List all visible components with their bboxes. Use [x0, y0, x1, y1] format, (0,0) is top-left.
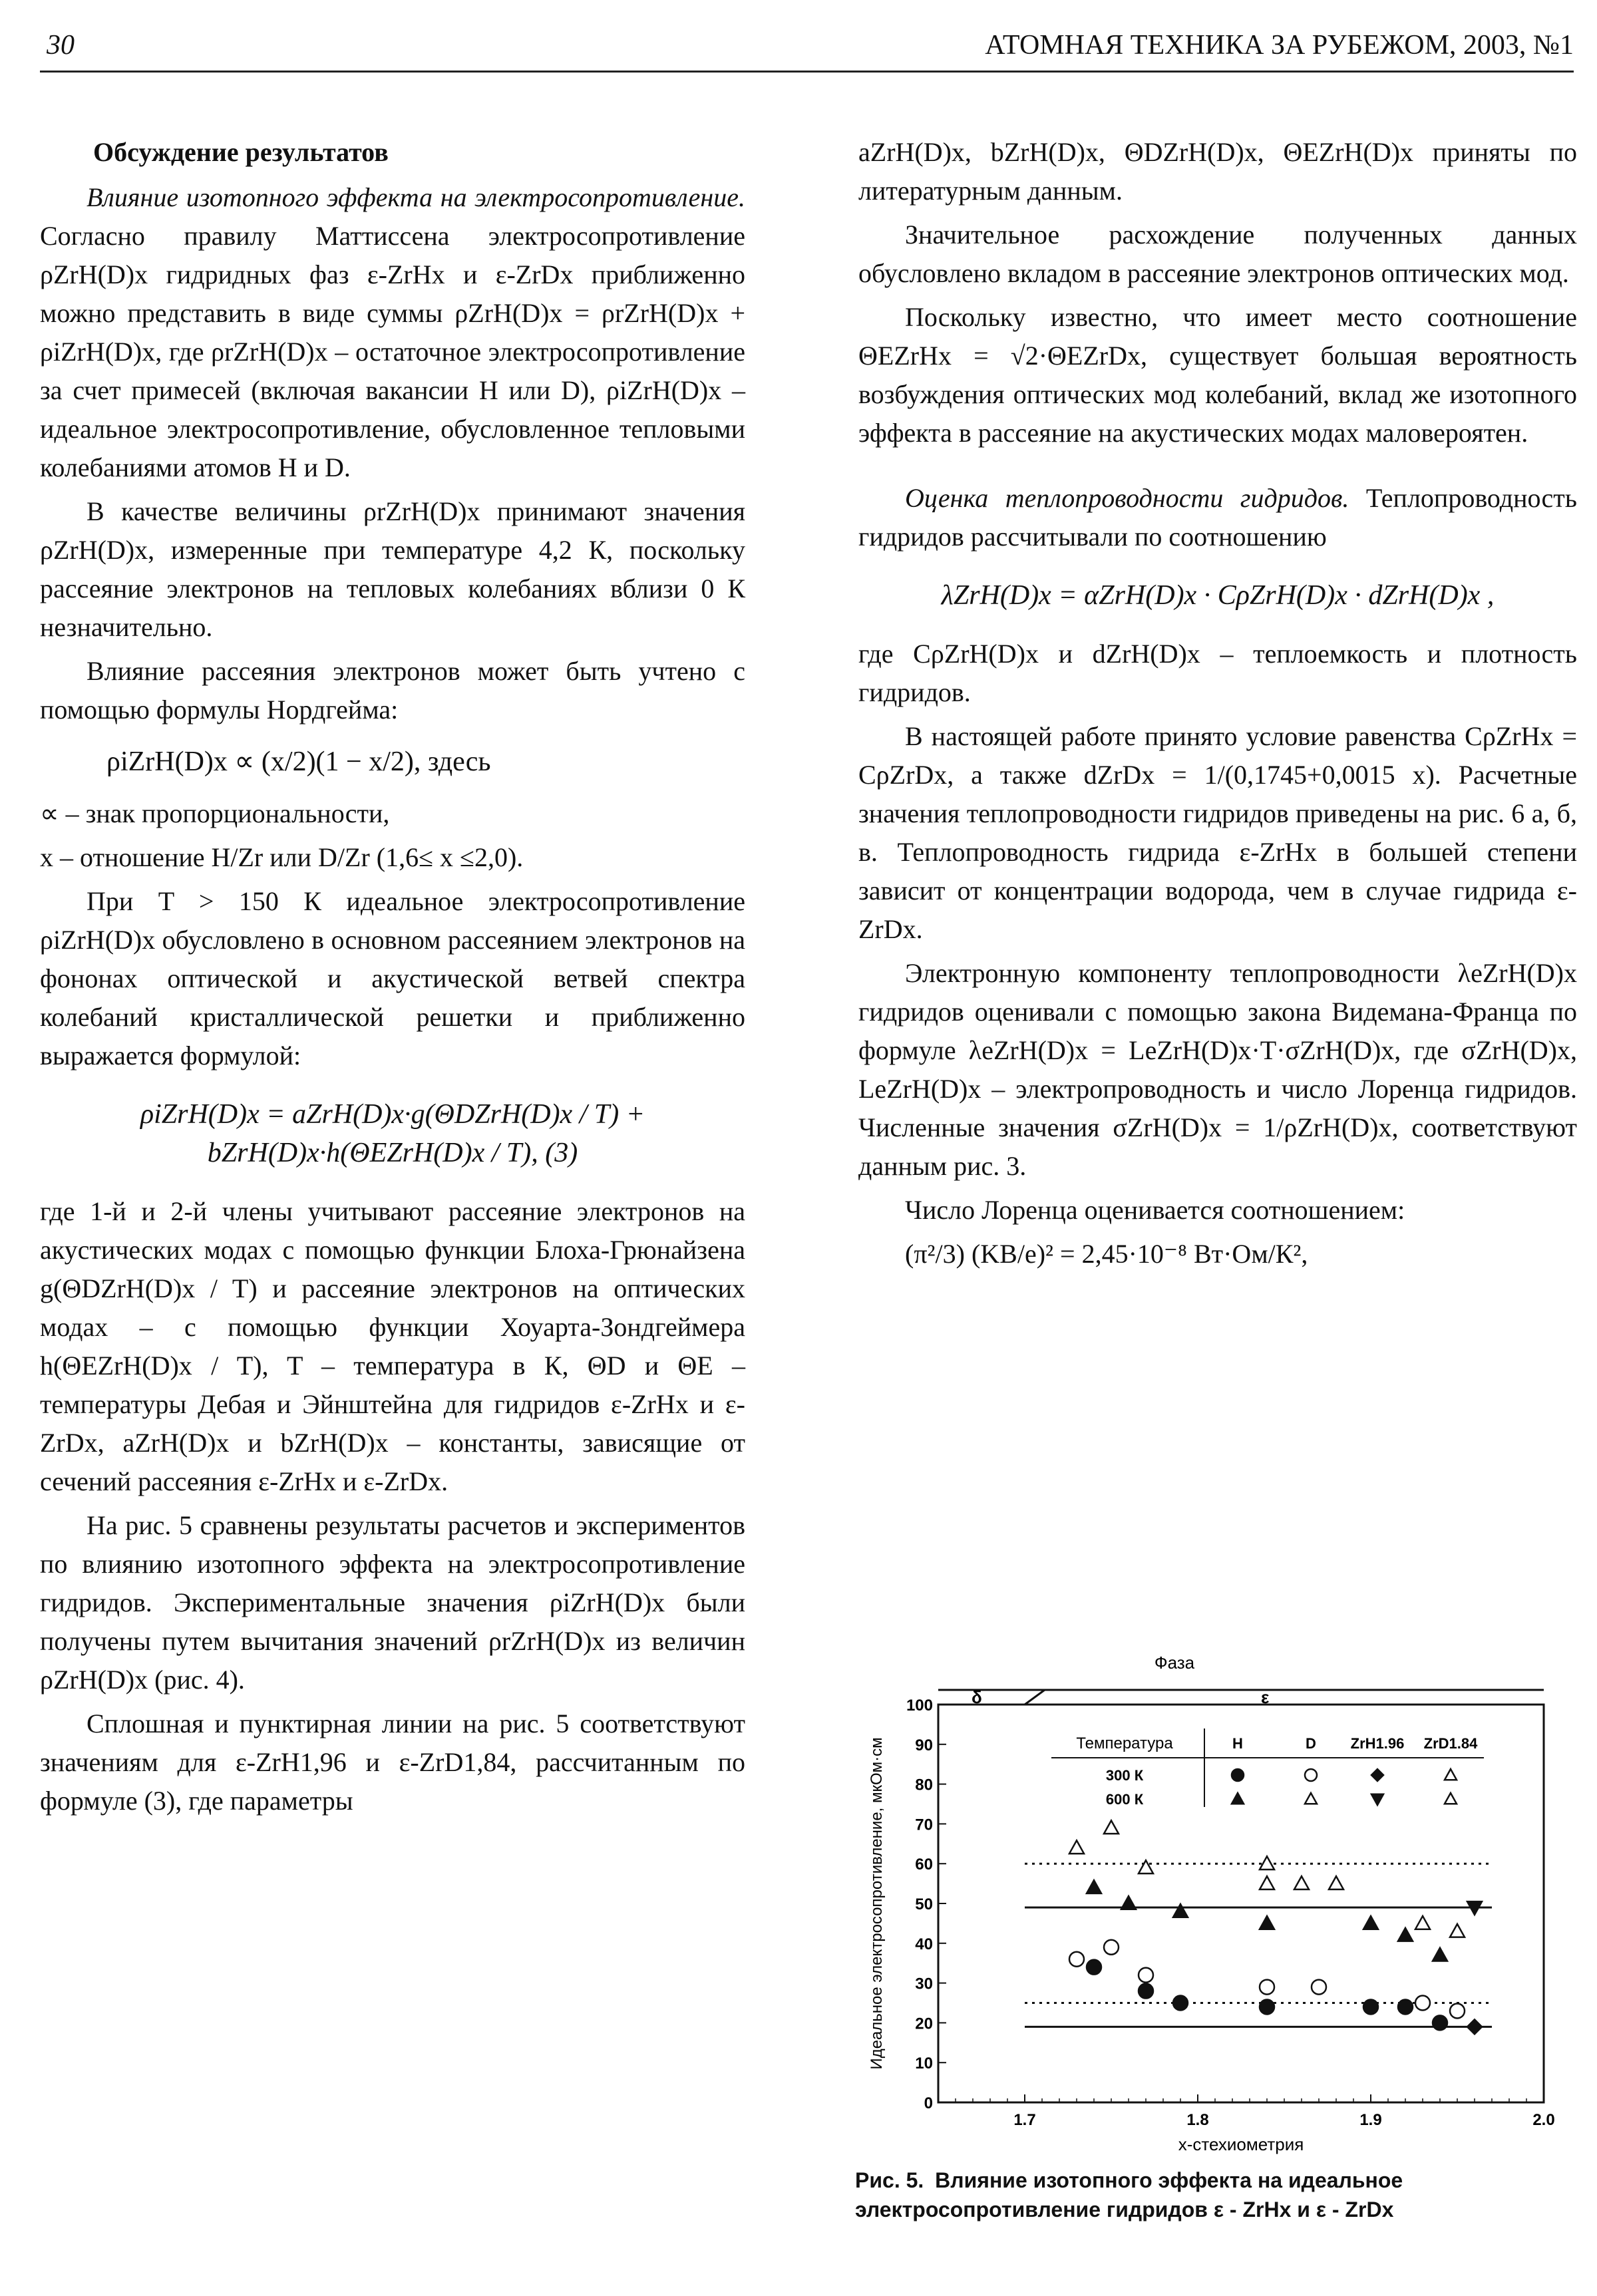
legend-column: ZrH1.96	[1350, 1735, 1405, 1752]
paragraph-text: Согласно правилу Маттиссена электросопротивление ρZrH(D)x гидридных фаз ε-ZrHx и ε-ZrDx приближенно можно представить в виде суммы ρZrH(D)x = ρrZrH(D)x + ρiZrH(D)x, где ρrZrH(D)x – остаточное электросопротивление за счет примесей (включая вакансии H или D), ρiZrH(D)x – идеальное электросопротивление, обусловленное тепловыми колебаниями атомов H и D.	[40, 221, 745, 482]
caption-label: Рис. 5.	[855, 2168, 924, 2192]
phase-label-epsilon: ε	[1261, 1687, 1270, 1707]
paragraph: Электронную компоненту теплопроводности λeZrH(D)x гидридов оценивали с помощью закона Видемана-Франца по формуле λeZrH(D)x = LeZrH(D)x·T·σZrH(D)x, где σZrH(D)x, LeZrH(D)x – электропроводность и число Лоренца гидридов. Численные значения σZrH(D)x = 1/ρZrH(D)x, соответствуют данным рис. 3.	[858, 958, 1577, 1181]
data-point-filled-triangle	[1173, 1904, 1188, 1917]
page-header	[40, 27, 1574, 73]
data-point-open-circle	[1415, 1996, 1430, 2011]
data-point-filled-circle	[1087, 1960, 1101, 1975]
section-heading: Обсуждение результатов	[93, 137, 389, 167]
legend-column: ZrD1.84	[1423, 1735, 1478, 1752]
phase-divider	[1025, 1690, 1045, 1705]
definition: x – отношение H/Zr или D/Zr (1,6≤ x ≤2,0).	[40, 842, 524, 872]
y-tick-label: 40	[915, 1935, 933, 1953]
formula-3: ρiZrH(D)x = aZrH(D)x·g(ΘDZrH(D)x / T) + bZrH(D)x·h(ΘEZrH(D)x / T), (3)	[140, 1099, 645, 1168]
data-point-filled-circle	[1398, 1999, 1413, 2014]
paragraph: где 1-й и 2-й члены учитывают рассеяние электронов на акустических модах с помощью функции Блоха-Грюнайзена g(ΘDZrH(D)x / T) и рассеяние электронов на оптических модах – с помощью функции Хоуарта-Зондгеймера h(ΘEZrH(D)x / T), T – температура в К, ΘD и ΘE – температуры Дебая и Эйнштейна для гидридов ε-ZrHx и ε-ZrDx, aZrH(D)x и bZrH(D)x – константы, зависящие от сечений рассеяния ε-ZrHx и ε-ZrDx.	[40, 1196, 745, 1496]
data-point-open-circle	[1305, 1769, 1317, 1781]
data-point-open-triangle	[1260, 1856, 1274, 1870]
subsection-title: Оценка теплопроводности гидридов.	[905, 483, 1349, 513]
data-point-open-circle	[1260, 1980, 1274, 1995]
paragraph: В качестве величины ρrZrH(D)x принимают значения ρZrH(D)x, измеренные при температуре 4,2 К, поскольку рассеяние электронов на тепловых колебаниях вблизи 0 К незначительно.	[40, 496, 745, 642]
y-tick-label: 70	[915, 1816, 933, 1834]
data-point-filled-triangle	[1260, 1916, 1274, 1929]
data-point-filled-triangle-down	[1371, 1794, 1383, 1805]
data-point-open-triangle	[1445, 1793, 1457, 1804]
data-point-open-triangle	[1450, 1924, 1465, 1937]
paragraph: aZrH(D)x, bZrH(D)x, ΘDZrH(D)x, ΘEZrH(D)x приняты по литературным данным.	[858, 137, 1577, 206]
paragraph	[858, 479, 1577, 556]
data-point-open-circle	[1139, 1968, 1153, 1983]
formula-lorenz: (π²/3) (KB/e)² = 2,45·10⁻⁸ Вт·Ом/К²,	[905, 1239, 1308, 1269]
definition: ∝ – знак пропорциональности,	[40, 798, 390, 828]
chart-title: Фаза	[1154, 1653, 1195, 1673]
legend-column: D	[1306, 1735, 1316, 1752]
paragraph: Число Лоренца оценивается соотношением:	[905, 1195, 1405, 1225]
paragraph: При T > 150 К идеальное электросопротивление ρiZrH(D)x обусловлено в основном рассеянием электронов на фононах оптической и акустической ветвей спектра колебаний кристаллической решетки и приближенно выражается формулой:	[40, 886, 745, 1070]
data-point-open-circle	[1069, 1952, 1084, 1967]
figure-caption	[855, 2166, 1577, 2224]
data-point-filled-circle	[1433, 2015, 1447, 2030]
plot-frame	[938, 1705, 1544, 2102]
paragraph: На рис. 5 сравнены результаты расчетов и экспериментов по влиянию изотопного эффекта на электросопротивление гидридов. Экспериментальные значения ρiZrH(D)x были получены путем вычитания значений ρrZrH(D)x из величин ρZrH(D)x (рис. 4).	[40, 1510, 745, 1695]
data-point-open-triangle	[1445, 1769, 1457, 1780]
data-point-filled-triangle	[1433, 1948, 1447, 1961]
data-point-open-triangle	[1415, 1916, 1430, 1929]
phase-label-delta: δ	[972, 1687, 982, 1707]
chart-text	[868, 1653, 1555, 2154]
data-point-filled-diamond	[1371, 1769, 1383, 1781]
formula-nordheim: ρiZrH(D)x ∝ (x/2)(1 − x/2), здесь	[106, 746, 491, 777]
data-point-open-triangle	[1260, 1876, 1274, 1889]
y-tick-label: 0	[924, 2094, 933, 2112]
y-tick-label: 30	[915, 1975, 933, 1993]
left-column	[40, 133, 745, 1826]
data-point-filled-triangle	[1121, 1896, 1136, 1909]
data-point-open-triangle	[1139, 1860, 1153, 1874]
caption-text: Влияние изотопного эффекта на идеальное электросопротивление гидридов ε - ZrHx и ε - ZrDx	[855, 2168, 1403, 2221]
paragraph-text: Теплопроводность гидридов рассчитывали по соотношению	[858, 483, 1578, 552]
x-tick-label: 2.0	[1532, 2111, 1555, 2129]
data-point-open-circle	[1450, 2003, 1465, 2018]
chart-legend	[1051, 1728, 1484, 1808]
right-column	[858, 133, 1577, 1279]
x-tick-label: 1.7	[1013, 2111, 1036, 2129]
figure-5	[855, 1643, 1577, 2242]
page-number: 30	[47, 30, 75, 61]
legend-row: 600 К	[1105, 1791, 1144, 1808]
data-point-open-triangle	[1069, 1840, 1084, 1854]
data-point-open-triangle	[1104, 1820, 1119, 1834]
x-axis-label: x-стехиометрия	[1178, 2134, 1304, 2154]
paragraph: где CρZrH(D)x и dZrH(D)x – теплоемкость и плотность гидридов.	[858, 639, 1577, 707]
data-point-open-triangle	[1329, 1876, 1343, 1889]
data-point-filled-triangle	[1087, 1880, 1101, 1893]
data-point-filled-triangle	[1398, 1928, 1413, 1941]
x-tick-label: 1.8	[1186, 2111, 1209, 2129]
legend-row: 300 К	[1105, 1767, 1144, 1784]
data-point-filled-circle	[1260, 1999, 1274, 2014]
data-point-open-triangle	[1305, 1793, 1317, 1804]
paragraph	[40, 178, 745, 487]
data-point-open-triangle	[1294, 1876, 1309, 1889]
y-tick-label: 10	[915, 2054, 933, 2073]
paragraph: Сплошная и пунктирная линии на рис. 5 соответствуют значениям для ε-ZrH1,96 и ε-ZrD1,84, рассчитанным по формуле (3), где параметры	[40, 1709, 745, 1816]
data-point-open-circle	[1312, 1980, 1326, 1995]
y-tick-label: 50	[915, 1895, 933, 1913]
y-tick-label: 90	[915, 1736, 933, 1754]
paragraph: В настоящей работе принято условие равенства CρZrHx = CρZrDx, а также dZrDx = 1/(0,1745+0,0015 x). Расчетные значения теплопроводности гидридов приведены на рис. 6 а, б, в. Теплопроводность гидрида ε-ZrHx в большей степени зависит от концентрации водорода, чем в случае гидрида ε-ZrDx.	[858, 721, 1577, 944]
chart-frame	[938, 1690, 1544, 2102]
legend-column: H	[1232, 1735, 1243, 1752]
y-tick-label: 80	[915, 1776, 933, 1794]
journal-title: АТОМНАЯ ТЕХНИКА ЗА РУБЕЖОМ, 2003, №1	[985, 30, 1574, 61]
x-tick-label: 1.9	[1359, 2111, 1382, 2129]
data-point-filled-triangle	[1363, 1916, 1378, 1929]
y-tick-label: 20	[915, 2015, 933, 2033]
paragraph: Поскольку известно, что имеет место соотношение ΘEZrHx = √2·ΘEZrDx, существует большая вероятность возбуждения оптических мод колебаний, вклад же изотопного эффекта в рассеяние на акустических модах маловероятен.	[858, 302, 1577, 448]
subsection-title: Влияние изотопного эффекта на электросопротивление.	[87, 182, 745, 212]
legend-header: Температура	[1076, 1734, 1173, 1752]
data-point-filled-diamond	[1467, 2019, 1482, 2034]
y-tick-label: 60	[915, 1856, 933, 1874]
data-point-filled-circle	[1139, 1984, 1153, 1999]
y-tick-label: 100	[906, 1697, 933, 1715]
data-point-filled-circle	[1232, 1769, 1244, 1781]
chart	[855, 1643, 1577, 2156]
paragraph: Влияние рассеяния электронов может быть учтено с помощью формулы Нордгейма:	[40, 656, 745, 725]
y-axis-label: Идеальное электросопротивление, мкОм·см	[868, 1737, 886, 2070]
data-point-filled-circle	[1363, 1999, 1378, 2014]
data-point-filled-triangle	[1232, 1793, 1244, 1804]
data-point-open-circle	[1104, 1940, 1119, 1955]
formula-thermal-conductivity: λZrH(D)x = αZrH(D)x · CρZrH(D)x · dZrH(D)x ,	[941, 580, 1495, 611]
paragraph: Значительное расхождение полученных данных обусловлено вкладом в рассеяние электронов оптических мод.	[858, 220, 1577, 288]
data-point-filled-circle	[1173, 1996, 1188, 2011]
